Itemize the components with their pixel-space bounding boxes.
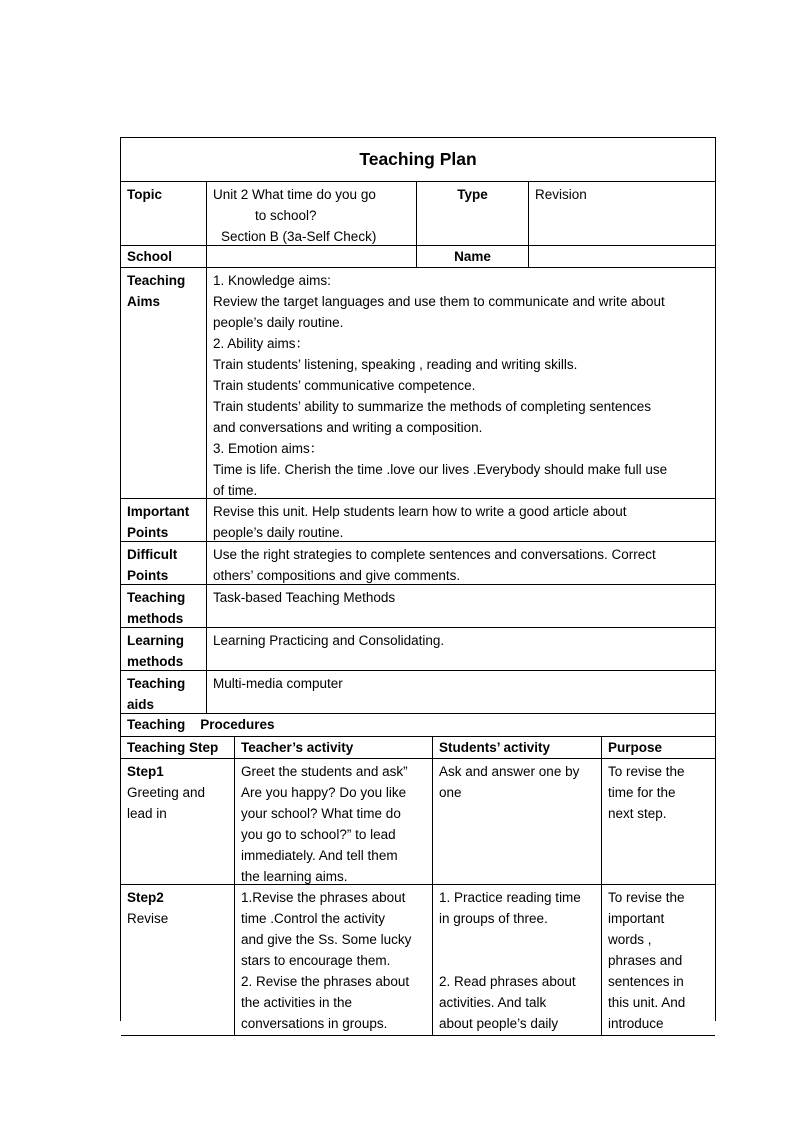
teaching-aims-row (121, 268, 715, 499)
label-line: Important (127, 504, 190, 519)
purpose-line: phrases and (608, 953, 683, 968)
activity-line: Greet the students and ask” (241, 764, 408, 779)
step1-cell (121, 759, 235, 884)
step2-row (121, 885, 715, 1036)
aims-line: and conversations and writing a composition. (213, 420, 483, 435)
step2-cell (121, 885, 235, 1035)
activity-line: activities. And talk (439, 995, 547, 1010)
teaching-methods-value: Task-based Teaching Methods (213, 590, 396, 605)
content-line: others’ compositions and give comments. (213, 568, 461, 583)
activity-line: your school? What time do (241, 806, 401, 821)
school-label: School (121, 246, 207, 267)
purpose-line: next step. (608, 806, 667, 821)
label-line: Teaching (127, 676, 186, 691)
activity-line: 2. Read phrases about (439, 974, 576, 989)
aims-line: Train students’ communicative competence. (213, 378, 476, 393)
type-value: Revision (535, 187, 587, 202)
column-header: Purpose (608, 740, 663, 755)
label-line: Teaching (127, 273, 186, 288)
activity-line: you go to school?” to lead (241, 827, 396, 842)
procedures-heading: Teaching Procedures (127, 717, 275, 732)
aims-line: 2. Ability aims： (213, 336, 310, 351)
step-line: lead in (127, 806, 167, 821)
step2-purpose (602, 885, 715, 1035)
aims-line: Review the target languages and use them to communicate and write about (213, 294, 665, 309)
procedure-header-row (121, 737, 715, 759)
spacer (439, 929, 595, 971)
step1-teacher-activity (235, 759, 433, 884)
teaching-methods-row (121, 585, 715, 628)
teaching-methods-label (121, 585, 207, 627)
purpose-line: important (608, 911, 665, 926)
activity-line: one (439, 785, 462, 800)
topic-line: Section B (3a-Self Check) (221, 229, 377, 244)
teaching-aids-row (121, 671, 715, 714)
activity-line: 1.Revise the phrases about (241, 890, 406, 905)
aims-line: 1. Knowledge aims: (213, 273, 331, 288)
difficult-points-label (121, 542, 207, 584)
activity-line: about people’s daily (439, 1016, 559, 1031)
school-row (121, 246, 715, 268)
difficult-points-row (121, 542, 715, 585)
content-line: Use the right strategies to complete sentences and conversations. Correct (213, 547, 656, 562)
page-title: Teaching Plan (121, 138, 715, 182)
column-header: Teaching Step (121, 737, 235, 758)
label-line: methods (127, 654, 184, 669)
difficult-points-content (207, 542, 715, 584)
activity-line: conversations in groups. (241, 1016, 388, 1031)
type-label: Type (417, 182, 529, 245)
name-label: Name (417, 246, 529, 267)
content-line: people’s daily routine. (213, 525, 344, 540)
teaching-aids-label (121, 671, 207, 713)
activity-line: and give the Ss. Some lucky (241, 932, 412, 947)
step2-students-activity (433, 885, 602, 1035)
learning-methods-label (121, 628, 207, 670)
label-line: Points (127, 568, 169, 583)
aims-line: of time. (213, 483, 258, 498)
activity-line: stars to encourage them. (241, 953, 391, 968)
aims-line: Train students’ ability to summarize the methods of completing sentences (213, 399, 651, 414)
purpose-line: To revise the (608, 764, 685, 779)
aims-line: people’s daily routine. (213, 315, 344, 330)
step-line: Revise (127, 911, 169, 926)
name-value (529, 246, 715, 267)
step1-students-activity (433, 759, 602, 884)
purpose-line: this unit. And (608, 995, 686, 1010)
teaching-aims-label (121, 268, 207, 498)
label-line: Teaching (127, 590, 186, 605)
important-points-label (121, 499, 207, 541)
procedures-heading-row (121, 714, 715, 737)
activity-line: 1. Practice reading time (439, 890, 581, 905)
aims-line: 3. Emotion aims： (213, 441, 324, 456)
purpose-line: sentences in (608, 974, 684, 989)
activity-line: the activities in the (241, 995, 353, 1010)
topic-line: to school? (255, 208, 317, 223)
teaching-aids-value: Multi-media computer (213, 676, 343, 691)
step1-purpose (602, 759, 715, 884)
school-value (207, 246, 417, 267)
activity-line: in groups of three. (439, 911, 548, 926)
content-line: Revise this unit. Help students learn how to write a good article about (213, 504, 627, 519)
column-header: Students’ activity (433, 737, 602, 758)
label-line: Aims (127, 294, 161, 309)
topic-label: Topic (121, 182, 207, 245)
teaching-plan-table (120, 137, 716, 1031)
activity-line: Ask and answer one by (439, 764, 580, 779)
topic-line: Unit 2 What time do you go (213, 187, 376, 202)
activity-line: time .Control the activity (241, 911, 386, 926)
purpose-line: words , (608, 932, 652, 947)
learning-methods-row (121, 628, 715, 671)
step2-teacher-activity (235, 885, 433, 1035)
step-title: Step2 (127, 890, 164, 905)
step1-row (121, 759, 715, 885)
step-line: Greeting and (127, 785, 206, 800)
important-points-row (121, 499, 715, 542)
activity-line: the learning aims. (241, 869, 348, 884)
topic-row (121, 182, 715, 246)
purpose-line: To revise the (608, 890, 685, 905)
learning-methods-value: Learning Practicing and Consolidating. (213, 633, 445, 648)
aims-line: Time is life. Cherish the time .love our lives .Everybody should make full use (213, 462, 668, 477)
important-points-content (207, 499, 715, 541)
purpose-line: time for the (608, 785, 676, 800)
label-line: aids (127, 697, 155, 712)
activity-line: Are you happy? Do you like (241, 785, 407, 800)
teaching-aims-content (207, 268, 715, 498)
topic-value (207, 182, 417, 245)
label-line: Learning (127, 633, 185, 648)
activity-line: 2. Revise the phrases about (241, 974, 410, 989)
column-header: Teacher’s activity (235, 737, 433, 758)
label-line: Difficult (127, 547, 178, 562)
aims-line: Train students’ listening, speaking , reading and writing skills. (213, 357, 578, 372)
label-line: Points (127, 525, 169, 540)
purpose-line: introduce (608, 1016, 664, 1031)
activity-line: immediately. And tell them (241, 848, 398, 863)
step-title: Step1 (127, 764, 164, 779)
label-line: methods (127, 611, 184, 626)
